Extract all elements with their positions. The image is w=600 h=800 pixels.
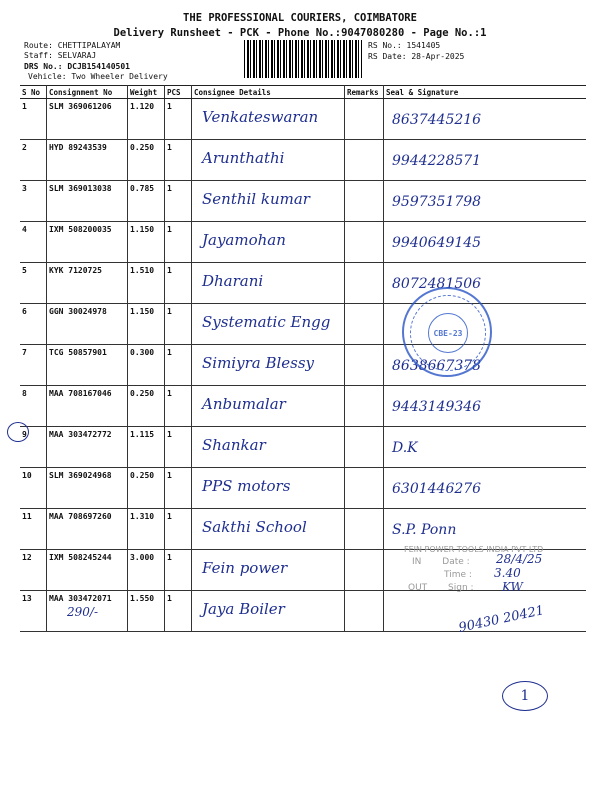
consignee-name: PPS motors [202,477,291,495]
signature-text: 9944228571 [392,153,482,169]
row-pcs: 1 [165,99,192,140]
row-consignment [47,468,128,509]
row-pcs: 1 [165,345,192,386]
row-pcs: 1 [165,140,192,181]
consignment-number: IXM 508245244 [49,553,112,562]
row-sno: 1 [20,99,47,140]
row-remarks [345,345,384,386]
row-consignee [192,181,345,222]
drs-number: DRS No.: DCJB154140501 [24,62,130,71]
row-pcs: 1 [165,181,192,222]
consignment-number: SLM 369061206 [49,102,112,111]
row-weight: 0.300 [128,345,165,386]
stamp-time-label: Time : [444,570,472,580]
consignment-number: MAA 708167046 [49,389,112,398]
row-consignee [192,550,345,591]
row-signature [384,140,587,181]
col-consignee: Consignee Details [192,86,345,99]
signature-text: 9597351798 [392,194,482,210]
row-signature [384,222,587,263]
receipt-stamp [404,543,574,595]
row-consignee [192,386,345,427]
row-remarks [345,591,384,632]
stamp-sign-value: KW [502,580,523,594]
row-consignment [47,304,128,345]
row-weight: 1.115 [128,427,165,468]
table-row [20,468,586,509]
row-sno: 7 [20,345,47,386]
row-consignment [47,386,128,427]
consignee-name: Anbumalar [202,395,286,413]
row-signature [384,427,587,468]
consignment-number: HYD 89243539 [49,143,107,152]
signature-text [386,594,584,604]
company-seal [402,287,492,377]
row-sno: 5 [20,263,47,304]
barcode [244,40,362,78]
row-consignment [47,140,128,181]
row-remarks [345,140,384,181]
consignment-number: IXM 508200035 [49,225,112,234]
row-consignment [47,263,128,304]
row-weight: 0.785 [128,181,165,222]
row-pcs: 1 [165,263,192,304]
row-weight: 0.250 [128,386,165,427]
consignment-number: MAA 303472071 [49,594,112,603]
row-sno: 2 [20,140,47,181]
row-remarks [345,550,384,591]
row-consignee [192,99,345,140]
consignee-name: Venkateswaran [202,108,319,126]
stamp-date-label: Date : [442,557,470,567]
consignment-number: MAA 303472772 [49,430,112,439]
consignee-name: Dharani [202,272,264,290]
row-consignee [192,427,345,468]
col-signature: Seal & Signature [384,86,587,99]
consignee-name: Senthil kumar [202,190,310,208]
row-consignee [192,509,345,550]
stamp-time-value: 3.40 [494,566,521,580]
table-row [20,263,586,304]
route-label: Route: CHETTIPALAYAM [24,41,121,50]
row-consignment [47,222,128,263]
row-sno: 6 [20,304,47,345]
consignee-name: Arunthathi [202,149,285,167]
row-remarks [345,509,384,550]
row-pcs: 1 [165,427,192,468]
handwritten-number: 90430 20421 [457,603,546,636]
row-sno: 11 [20,509,47,550]
row-pcs: 1 [165,222,192,263]
row-consignee [192,222,345,263]
row-signature [384,99,587,140]
row-weight: 1.150 [128,304,165,345]
row-weight: 3.000 [128,550,165,591]
col-sno: S No [20,86,47,99]
consignee-name: Jaya Boiler [202,600,285,618]
row-note: 290/- [67,605,99,619]
stamp-sign-label: Sign : [448,583,474,593]
table-row [20,140,586,181]
signature-text: S.P. Ponn [392,522,457,538]
runsheet-subtitle: Delivery Runsheet - PCK - Phone No.:9047080280 - Page No.:1 [113,27,487,39]
row-consignment [47,181,128,222]
col-remarks: Remarks [345,86,384,99]
row-remarks [345,99,384,140]
row-pcs: 1 [165,386,192,427]
table-header-row [20,86,586,99]
row-remarks [345,304,384,345]
row-remarks [345,181,384,222]
row-consignment [47,509,128,550]
signature-text: 9940649145 [392,235,482,251]
row-sno: 12 [20,550,47,591]
staff-label: Staff: SELVARAJ [24,51,97,60]
stamp-date-value: 28/4/25 [496,552,543,566]
col-weight: Weight [128,86,165,99]
consignee-name: Simiyra Blessy [202,354,315,372]
row-weight: 1.310 [128,509,165,550]
row-pcs: 1 [165,509,192,550]
consignee-name: Shankar [202,436,266,454]
signature-text: 9443149346 [392,399,482,415]
consignee-name: Jayamohan [202,231,286,249]
consignment-number: TCG 50857901 [49,348,107,357]
row-sno: 4 [20,222,47,263]
row-consignee [192,468,345,509]
row-consignment [47,427,128,468]
row-remarks [345,468,384,509]
consignment-number: SLM 369013038 [49,184,112,193]
vehicle-label: Vehicle: Two Wheeler Delivery [28,72,168,81]
row-weight: 1.150 [128,222,165,263]
row-weight: 1.120 [128,99,165,140]
row-consignee [192,591,345,632]
consignment-number: SLM 369024968 [49,471,112,480]
row-consignee [192,263,345,304]
signature-text: 8638667378 [392,358,482,374]
row-remarks [345,386,384,427]
table-row [20,222,586,263]
col-consignment: Consignment No [47,86,128,99]
signature-text: 8637445216 [392,112,482,128]
row-consignee [192,345,345,386]
row-consignment [47,591,128,632]
row-consignee [192,140,345,181]
row-weight: 0.250 [128,468,165,509]
signature-text: D.K [392,440,418,456]
row-weight: 1.510 [128,263,165,304]
row-pcs: 1 [165,550,192,591]
row-consignment [47,345,128,386]
col-pcs: PCS [165,86,192,99]
table-row [20,99,586,140]
row-signature [384,386,587,427]
row-9-circle-mark [7,422,29,442]
row-pcs: 1 [165,468,192,509]
row-remarks [345,263,384,304]
table-row [20,386,586,427]
row-consignment [47,550,128,591]
stamp-in: IN [412,557,422,567]
row-weight: 0.250 [128,140,165,181]
row-pcs: 1 [165,591,192,632]
row-remarks [345,427,384,468]
stamp-out: OUT [408,583,428,593]
page-mark: 1 [502,681,548,711]
row-sno: 10 [20,468,47,509]
table-row [20,427,586,468]
consignment-number: GGN 30024978 [49,307,107,316]
row-consignment [47,99,128,140]
row-signature [384,468,587,509]
consignee-name: Sakthi School [202,518,307,536]
consignee-name: Fein power [202,559,288,577]
row-sno: 3 [20,181,47,222]
consignment-number: KYK 7120725 [49,266,102,275]
seal-center-text: CBE-23 [428,313,468,353]
table-row [20,181,586,222]
rs-number: RS No.: 1541405 [368,41,441,50]
row-sno: 8 [20,386,47,427]
rs-date: RS Date: 28-Apr-2025 [368,52,465,61]
consignment-number: MAA 708697260 [49,512,112,521]
signature-text: 8072481506 [392,276,482,292]
row-remarks [345,222,384,263]
row-weight: 1.550 [128,591,165,632]
stamp-company: FEIN POWER TOOLS INDIA PVT LTD [404,545,544,554]
row-signature [384,181,587,222]
company-title: THE PROFESSIONAL COURIERS, COIMBATORE [183,12,417,24]
row-signature [384,263,587,304]
row-sno: 13 [20,591,47,632]
row-consignee [192,304,345,345]
table-row [20,345,586,386]
signature-text: 6301446276 [392,481,482,497]
table-row [20,304,586,345]
row-sno: 9 [20,427,47,468]
consignee-name: Systematic Engg [202,313,331,331]
row-pcs: 1 [165,304,192,345]
